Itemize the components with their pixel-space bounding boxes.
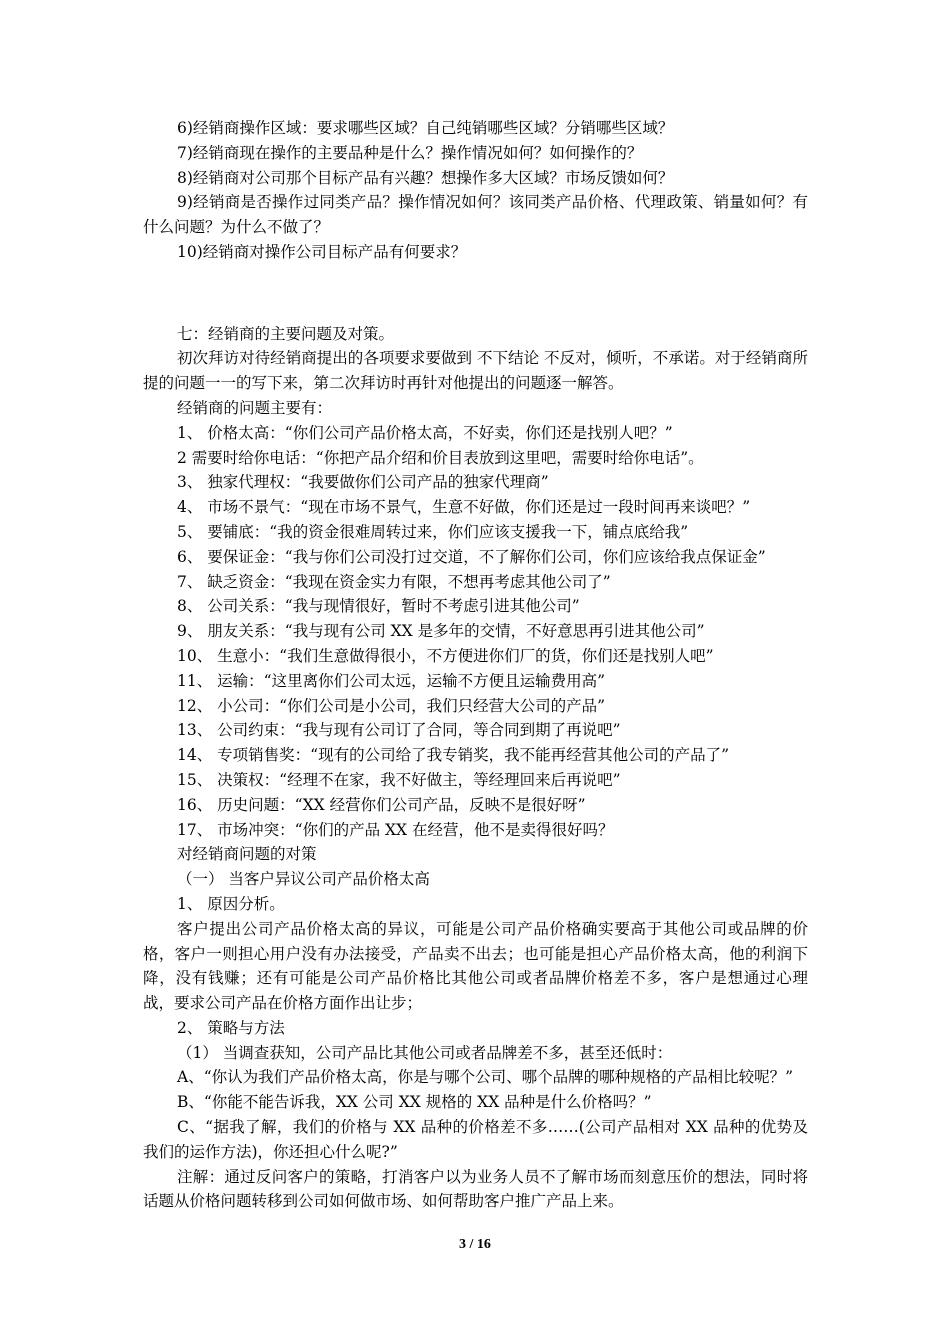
paragraph-line: （一） 当客户异议公司产品价格太高 <box>177 870 430 889</box>
paragraph-line: 10)经销商对操作公司目标产品有何要求？ <box>177 242 467 261</box>
paragraph-line: 七：经销商的主要问题及对策。 <box>177 324 395 343</box>
paragraph-line: 8、 公司关系：“我与现情很好，暂时不考虑引进其他公司” <box>177 597 580 616</box>
paragraph-line: 客户提出公司产品价格太高的异议，可能是公司产品价格确实要高于其他公司或品牌的价格，客户一则担心用户没有办法接受，产品卖不出去；也可能是担心产品价格太高，他的利润下降，没有钱赚；还有可能是公司产品价格比其他公司或者品牌价格差不多，客户是想通过心理战，要求公司产品在价格方面作出让步； <box>143 919 808 1013</box>
paragraph-line: 5、 要铺底：“我的资金很难周转过来，你们应该支援我一下，铺点底给我” <box>177 522 689 541</box>
paragraph-line: 对经销商问题的对策 <box>177 845 317 864</box>
paragraph-line: 2、 策略与方法 <box>177 1018 285 1037</box>
paragraph-line: 6)经销商操作区域：要求哪些区域？自己纯销哪些区域？分销哪些区域？ <box>177 119 674 137</box>
paragraph-line: 4、 市场不景气：“现在市场不景气，生意不好做，你们还是过一段时间再来谈吧？” <box>177 498 751 517</box>
paragraph-line: 12、 小公司：“你们公司是小公司，我们只经营大公司的产品” <box>177 696 606 715</box>
paragraph-line: 11、 运输：“这里离你们公司太远，运输不方便且运输费用高” <box>177 671 606 690</box>
paragraph-line: 初次拜访对待经销商提出的各项要求要做到 不下结论 不反对，倾听，不承诺。对于经销商所提的问题一一的写下来，第二次拜访时再针对他提出的问题逐一解答。 <box>143 349 808 393</box>
paragraph-line: C、“据我了解，我们的价格与 XX 品种的价格差不多……(公司产品相对 XX 品种的优势及我们的运作方法)，你还担心什么呢?” <box>143 1118 808 1161</box>
paragraph-line: 6、 要保证金：“我与你们公司没打过交道，不了解你们公司，你们应该给我点保证金” <box>177 547 766 566</box>
blank-line <box>143 281 808 306</box>
paragraph-line: 8)经销商对公司那个目标产品有兴趣？想操作多大区域？市场反馈如何？ <box>177 168 674 187</box>
document-body <box>143 116 808 1214</box>
page-number: 3 / 16 <box>459 1237 491 1252</box>
paragraph-line: 17、 市场冲突：“你们的产品 XX 在经营，他不是卖得很好吗？ <box>177 820 614 839</box>
paragraph-line: 7、 缺乏资金：“我现在资金实力有限，不想再考虑其他公司了” <box>177 572 611 591</box>
paragraph-line: 9、 朋友关系：“我与现有公司 XX 是多年的交情，不好意思再引进其他公司” <box>177 622 705 641</box>
paragraph-line: 15、 决策权：“经理不在家，我不好做主，等经理回来后再说吧” <box>177 770 621 789</box>
paragraph-line: （1） 当调查获知，公司产品比其他公司或者品牌差不多，甚至还低时： <box>177 1043 673 1062</box>
paragraph-line: 9)经销商是否操作过同类产品？操作情况如何？该同类产品价格、代理政策、销量如何？有什么问题？为什么不做了？ <box>143 193 808 237</box>
paragraph-line: 14、 专项销售奖：“现有的公司给了我专销奖，我不能再经营其他公司的产品了” <box>177 746 730 765</box>
paragraph-line: 16、 历史问题：“XX 经营你们公司产品，反映不是很好呀” <box>177 795 586 814</box>
paragraph-line: 注解：通过反问客户的策略，打消客户以为业务人员不了解市场而刻意压价的想法，同时将话题从价格问题转移到公司如何做市场、如何帮助客户推广产品上来。 <box>143 1167 808 1211</box>
paragraph-line: 13、 公司约束：“我与现有公司订了合同，等合同到期了再说吧” <box>177 721 621 740</box>
paragraph-line: A、“你认为我们产品价格太高，你是与哪个公司、哪个品牌的哪种规格的产品相比较呢？” <box>177 1068 794 1087</box>
paragraph-line: 经销商的问题主要有： <box>177 398 333 417</box>
paragraph-line: 1、 价格太高：“你们公司产品价格太高，不好卖，你们还是找别人吧？” <box>177 423 673 442</box>
paragraph-line: 10、 生意小：“我们生意做得很小，不方便进你们厂的货，你们还是找别人吧” <box>177 646 714 665</box>
paragraph-line: 2 需要时给你电话：“你把产品介绍和价目表放到这里吧，需要时给你电话”。 <box>177 448 704 467</box>
paragraph-line: 1、 原因分析。 <box>177 894 285 913</box>
paragraph-line: B、“你能不能告诉我，XX 公司 XX 规格的 XX 品种是什么价格吗？” <box>177 1093 652 1112</box>
paragraph-line: 3、 独家代理权：“我要做你们公司产品的独家代理商” <box>177 473 549 492</box>
paragraph-line: 7)经销商现在操作的主要品种是什么？操作情况如何？如何操作的？ <box>177 143 643 162</box>
